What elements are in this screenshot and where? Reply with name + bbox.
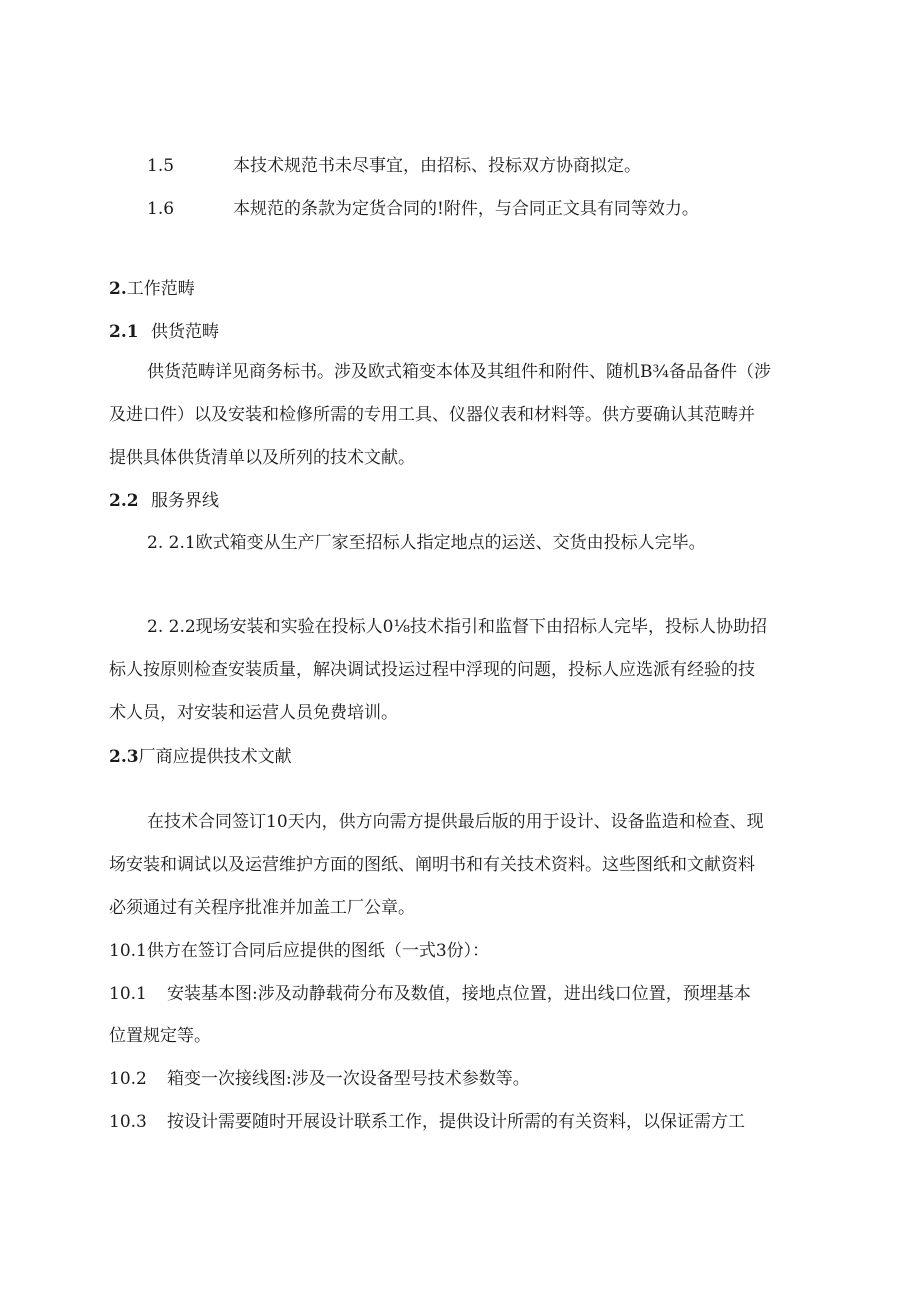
- paragraph-line: 供货范畴详见商务标书。涉及欧式箱变本体及其组件和附件、随机B¾备品备件（涉: [147, 362, 771, 382]
- paragraph-line: 在技术合同签订10天内，供方向需方提供最后版的用于设计、设备监造和检查、现: [147, 812, 764, 832]
- item-text: 本规范的条款为定货合同的!附件，与合同正文具有同等效力。: [233, 199, 699, 219]
- item-10-1: [109, 982, 751, 1006]
- section-number: 2.2: [109, 491, 139, 511]
- section-title: 厂商应提供技术文献: [138, 747, 292, 767]
- item-1-6: [147, 197, 699, 221]
- section-title: 供货范畴: [151, 322, 219, 342]
- item-10-3: [109, 1110, 745, 1134]
- paragraph-line: 及进口件）以及安装和检修所需的专用工具、仪器仪表和材料等。供方要确认其范畴并: [109, 405, 755, 425]
- section-number: 2.: [109, 279, 127, 299]
- paragraph-line: 2. 2.1欧式箱变从生产厂家至招标人指定地点的运送、交货由投标人完毕。: [147, 533, 706, 553]
- section-2-3-heading: [109, 745, 292, 769]
- paragraph-line: 提供具体供货清单以及所列的技术文献。: [109, 448, 415, 468]
- drawings-intro: 10.1供方在签订合同后应提供的图纸（一式3份）：: [109, 941, 490, 961]
- section-2-2-heading: [109, 489, 219, 513]
- item-number: 1.6: [147, 199, 175, 219]
- paragraph-line: 标人按原则检查安装质量，解决调试投运过程中浮现的问题，投标人应选派有经验的技: [109, 660, 755, 680]
- paragraph-line: 必须通过有关程序批准并加盖工厂公章。: [109, 898, 415, 918]
- paragraph-line: 术人员，对安装和运营人员免费培训。: [109, 703, 398, 723]
- item-number: 10.3: [109, 1112, 147, 1132]
- section-title: 服务界线: [151, 491, 219, 511]
- item-text: 按设计需要随时开展设计联系工作，提供设计所需的有关资料，以保证需方工: [167, 1112, 745, 1132]
- item-text: 本技术规范书未尽事宜，由招标、投标双方协商拟定。: [233, 156, 641, 176]
- item-text: 安装基本图:涉及动静载荷分布及数值，接地点位置，进出线口位置，预埋基本: [167, 984, 751, 1004]
- item-text: 箱变一次接线图:涉及一次设备型号技术参数等。: [167, 1069, 530, 1089]
- item-number: 10.2: [109, 1069, 147, 1089]
- paragraph-line: 2. 2.2现场安装和实验在投标人0⅛技术指引和监督下由招标人完毕，投标人协助招: [147, 617, 767, 637]
- item-number: 1.5: [147, 156, 175, 176]
- section-number: 2.3: [109, 747, 139, 767]
- section-2-heading: [109, 277, 195, 301]
- item-1-5: [147, 154, 641, 178]
- section-2-1-heading: [109, 320, 219, 344]
- section-number: 2.1: [109, 322, 139, 342]
- item-number: 10.1: [109, 984, 147, 1004]
- item-10-2: [109, 1067, 530, 1091]
- section-title: 工作范畴: [126, 279, 195, 299]
- paragraph-line: 位置规定等。: [109, 1026, 211, 1046]
- paragraph-line: 场安装和调试以及运营维护方面的图纸、阐明书和有关技术资料。这些图纸和文献资料: [109, 855, 755, 875]
